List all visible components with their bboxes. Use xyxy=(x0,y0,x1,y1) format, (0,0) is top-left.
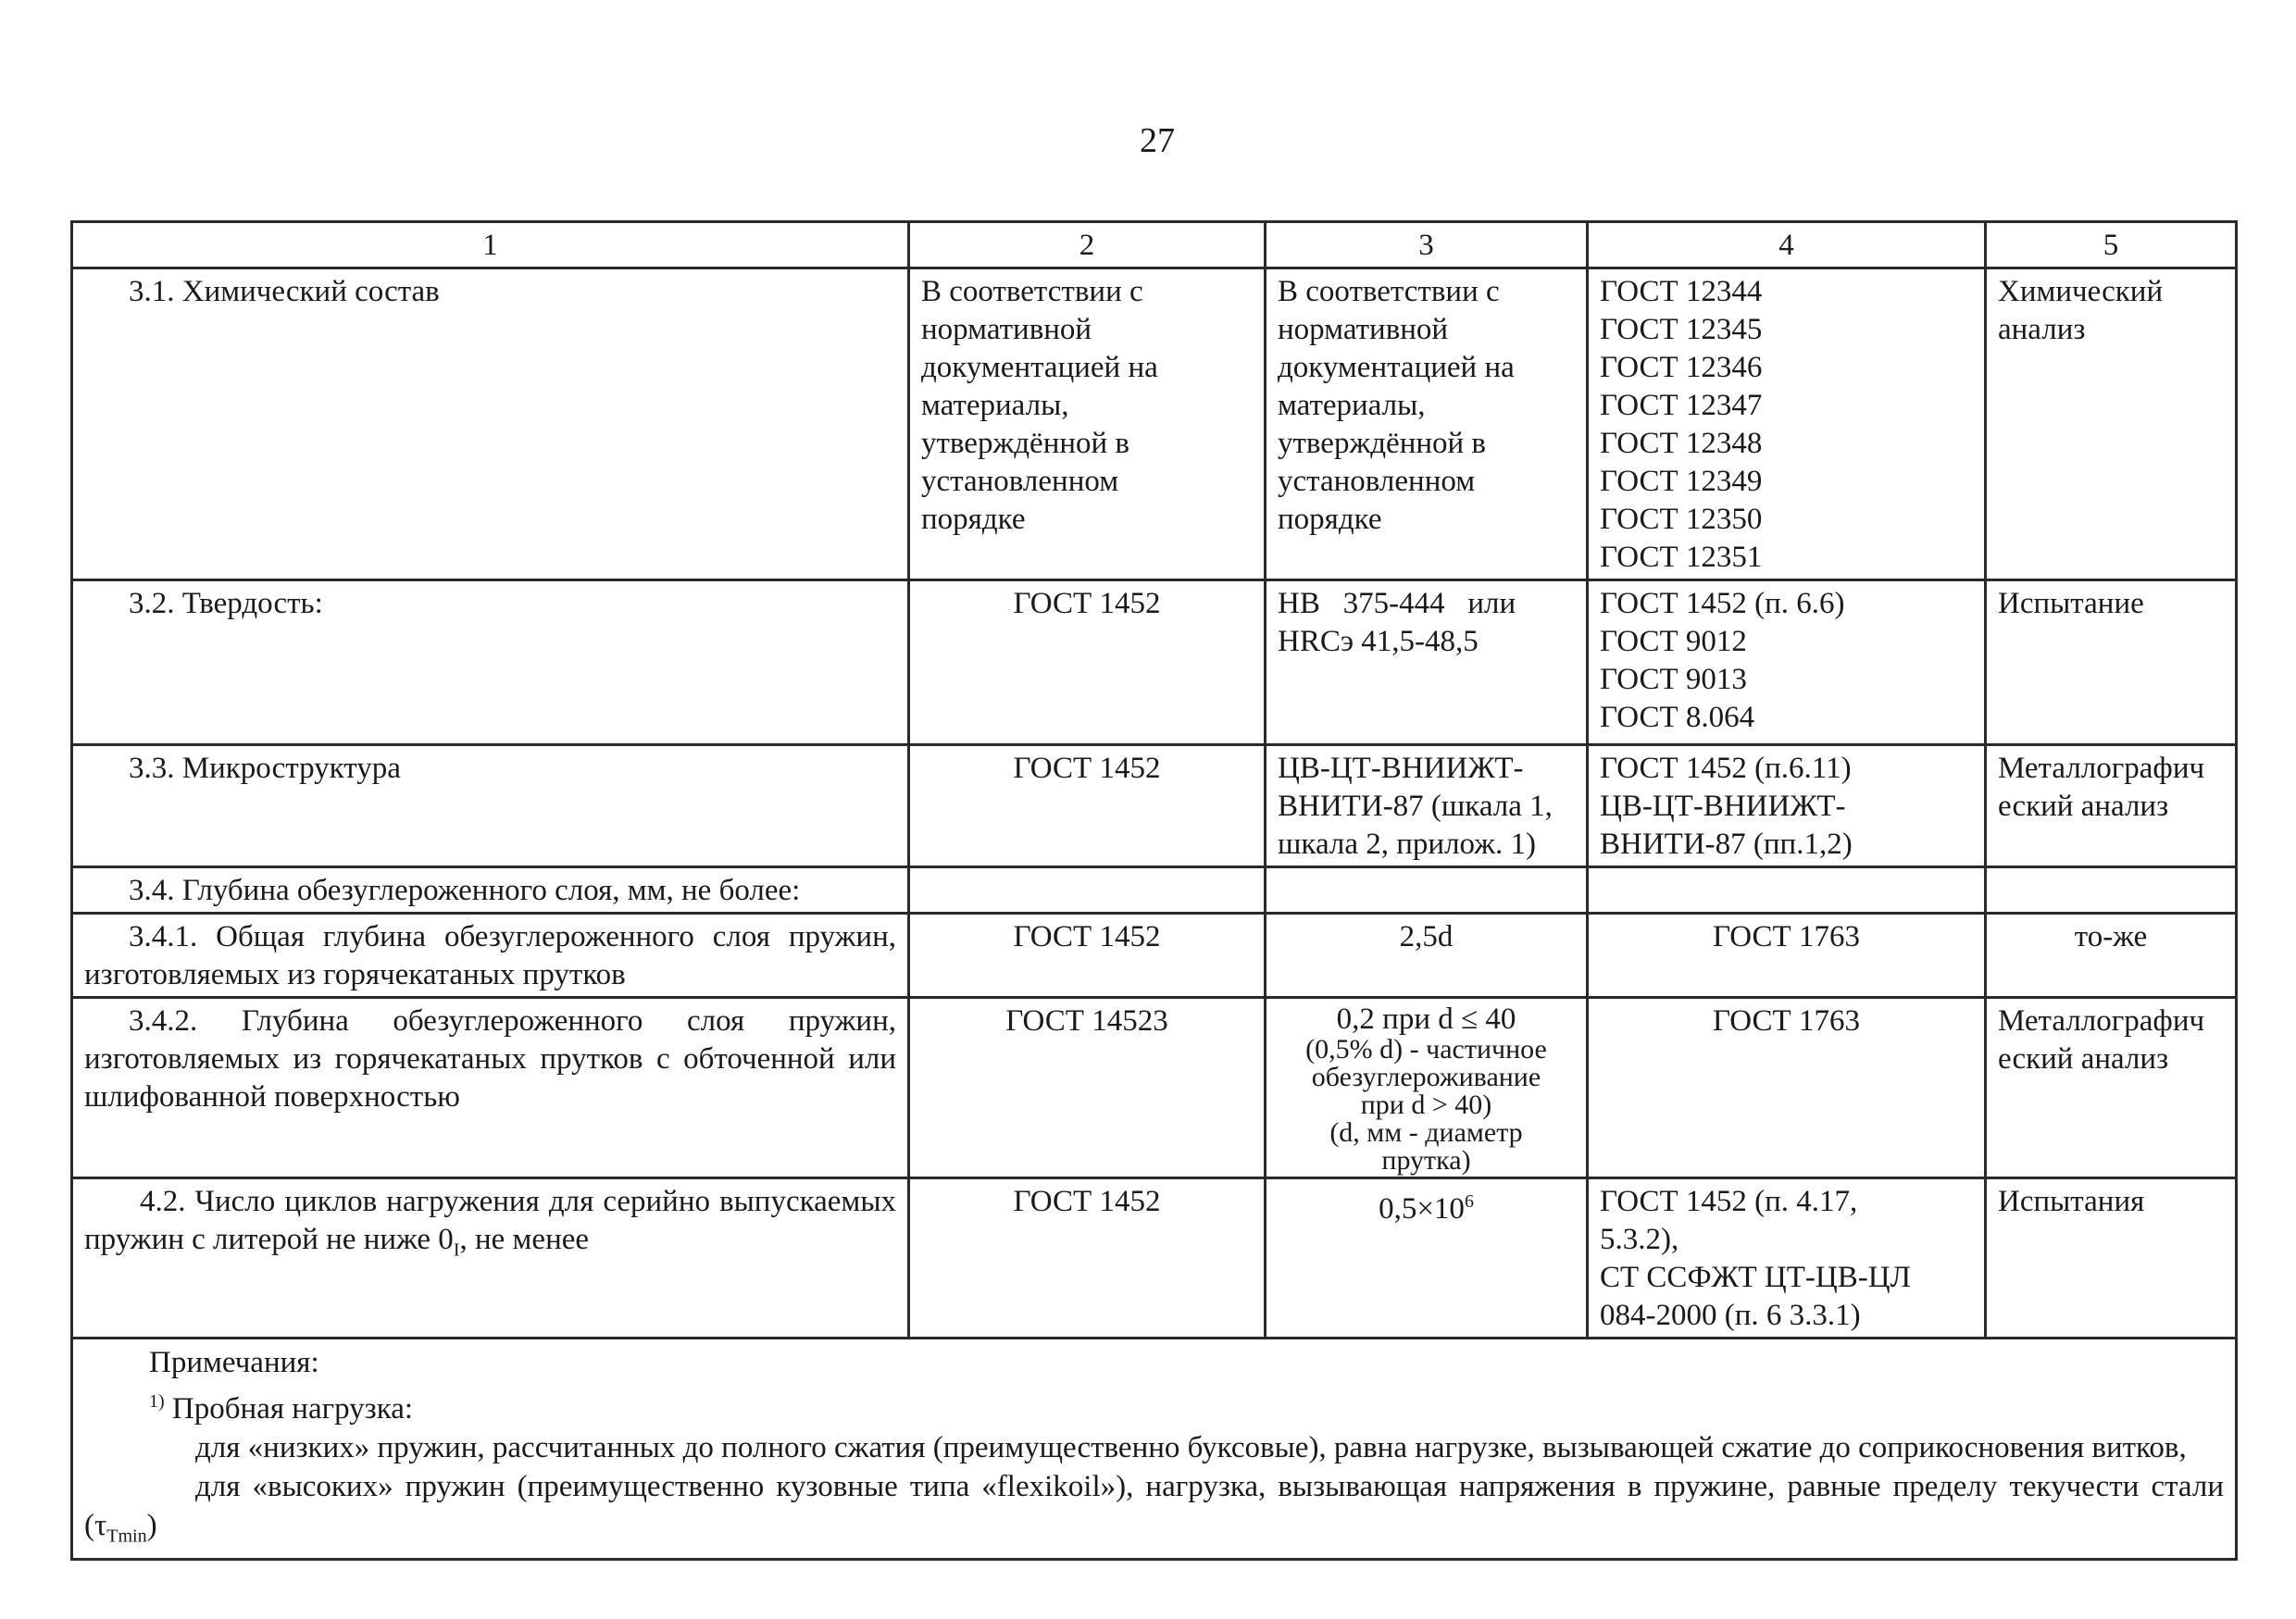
page-number: 27 xyxy=(1140,121,1175,160)
row-3-2-name: 3.2. Твердость: xyxy=(72,580,909,745)
row-3-4-empty xyxy=(909,867,1266,914)
notes-row xyxy=(72,1339,2237,1560)
row-4-2-name-sub: I xyxy=(453,1239,460,1261)
text-line: Металлографич xyxy=(1998,1004,2205,1038)
notes-para2-main: для «высоких» пружин (преимущественно кузовные типа «flexikoil»), нагрузка, вызывающая напряжения в пружине, равные пределу текучести стали (τ xyxy=(84,1470,2224,1542)
text-line: ГОСТ 1452 (п. 4.17, xyxy=(1600,1185,1858,1218)
text-line: ГОСТ 12346 xyxy=(1600,351,1763,384)
row-3-2-norm: ГОСТ 1452 xyxy=(909,580,1266,745)
text-line: ГОСТ 12345 xyxy=(1600,313,1763,346)
text-line: материалы, xyxy=(921,389,1069,422)
table-header-row xyxy=(72,222,2237,268)
row-3-4-1-control: то-же xyxy=(1986,914,2237,998)
table-row xyxy=(72,268,2237,580)
text-line: НВ 375-444 или xyxy=(1278,587,1516,620)
row-3-4-1-norm: ГОСТ 1452 xyxy=(909,914,1266,998)
row-3-4-1-method-doc: ГОСТ 1763 xyxy=(1588,914,1986,998)
table-row xyxy=(72,867,2237,914)
text-line: ГОСТ 12349 xyxy=(1600,465,1763,498)
text-line: порядке xyxy=(921,503,1026,536)
text-line: обезуглероживание xyxy=(1311,1062,1541,1092)
row-4-2-name xyxy=(72,1178,909,1339)
row-3-4-empty xyxy=(1986,867,2237,914)
header-col-4: 4 xyxy=(1588,222,1986,268)
row-3-1-method-doc xyxy=(1588,268,1986,580)
row-3-4-1-value: 2,5d xyxy=(1266,914,1588,998)
header-col-1: 1 xyxy=(72,222,909,268)
row-4-2-value xyxy=(1266,1178,1588,1339)
text-line: ВНИТИ-87 (шкала 1, xyxy=(1278,790,1553,823)
row-3-2-value xyxy=(1266,580,1588,745)
row-3-4-2-name: 3.4.2. Глубина обезуглероженного слоя пружин, изготовляемых из горячекатаных прутков с обточенной или шлифованной поверхностью xyxy=(72,998,909,1178)
text-line: В соответствии с xyxy=(921,275,1143,308)
text-line: ГОСТ 12350 xyxy=(1600,503,1763,536)
row-3-1-name: 3.1. Химический состав xyxy=(72,268,909,580)
footnote-title: Пробная нагрузка: xyxy=(171,1392,414,1426)
table-row xyxy=(72,914,2237,998)
text-line: порядке xyxy=(1278,503,1382,536)
notes-para2-tail: ) xyxy=(146,1509,157,1542)
row-3-2-control: Испытание xyxy=(1986,580,2237,745)
text-line: документацией на xyxy=(1278,351,1515,384)
text-line: ГОСТ 12347 xyxy=(1600,389,1763,422)
text-line: HRCэ 41,5-48,5 xyxy=(1278,625,1479,658)
text-line: установленном xyxy=(1278,465,1476,498)
row-3-3-name: 3.3. Микроструктура xyxy=(72,745,909,867)
row-4-2-norm: ГОСТ 1452 xyxy=(909,1178,1266,1339)
row-4-2-method-doc xyxy=(1588,1178,1986,1339)
text-line: 084-2000 (п. 6 3.3.1) xyxy=(1600,1299,1861,1332)
text-line: еский анализ xyxy=(1998,790,2169,823)
text-line: ВНИТИ-87 (пп.1,2) xyxy=(1600,828,1853,861)
row-3-4-2-norm: ГОСТ 14523 xyxy=(909,998,1266,1178)
text-line: утверждённой в xyxy=(921,427,1130,460)
row-3-4-empty xyxy=(1266,867,1588,914)
text-line: ГОСТ 12344 xyxy=(1600,275,1763,308)
notes-paragraph-high-springs xyxy=(84,1467,2224,1556)
text-line: ЦВ-ЦТ-ВНИИЖТ- xyxy=(1600,790,1846,823)
row-3-1-control xyxy=(1986,268,2237,580)
text-line: 5.3.2), xyxy=(1600,1223,1679,1256)
row-3-4-2-value xyxy=(1266,998,1588,1178)
row-4-2-name-tail: , не менее xyxy=(459,1223,590,1256)
row-3-4-1-name: 3.4.1. Общая глубина обезуглероженного слоя пружин, изготовляемых из горячекатаных прутков xyxy=(72,914,909,998)
row-3-1-norm xyxy=(909,268,1266,580)
row-3-2-method-doc xyxy=(1588,580,1986,745)
row-3-3-norm: ГОСТ 1452 xyxy=(909,745,1266,867)
text-line: Металлографич xyxy=(1998,752,2205,785)
text-line: В соответствии с xyxy=(1278,275,1500,308)
row-3-4-2-control xyxy=(1986,998,2237,1178)
text-line: утверждённой в xyxy=(1278,427,1487,460)
text-line: ГОСТ 8.064 xyxy=(1600,701,1755,734)
text-line: ГОСТ 12351 xyxy=(1600,541,1763,574)
row-3-3-value xyxy=(1266,745,1588,867)
header-col-5: 5 xyxy=(1986,222,2237,268)
text-line: нормативной xyxy=(921,313,1092,346)
table-row xyxy=(72,1178,2237,1339)
row-3-4-name: 3.4. Глубина обезуглероженного слоя, мм, не более: xyxy=(72,867,909,914)
text-line: 0,2 при d ≤ 40 xyxy=(1336,1003,1516,1036)
row-3-3-method-doc xyxy=(1588,745,1986,867)
notes-cell xyxy=(72,1339,2237,1560)
text-line: ГОСТ 9013 xyxy=(1600,663,1747,696)
text-line: СТ ССФЖТ ЦТ-ЦВ-ЦЛ xyxy=(1600,1261,1911,1294)
footnote-heading xyxy=(84,1382,2224,1428)
row-4-2-value-exp: 6 xyxy=(1464,1191,1474,1212)
text-line: ГОСТ 9012 xyxy=(1600,625,1747,658)
notes-paragraph-low-springs: для «низких» пружин, рассчитанных до полного сжатия (преимущественно буксовые), равна нагрузке, вызывающей сжатие до соприкосновения витков, xyxy=(195,1431,2187,1464)
text-line: шкала 2, прилож. 1) xyxy=(1278,828,1537,861)
row-3-1-value xyxy=(1266,268,1588,580)
table-row xyxy=(72,580,2237,745)
table-row xyxy=(72,998,2237,1178)
text-line: ГОСТ 1452 (п.6.11) xyxy=(1600,752,1852,785)
text-line: еский анализ xyxy=(1998,1042,2169,1076)
row-4-2-control: Испытания xyxy=(1986,1178,2237,1339)
text-line: ЦВ-ЦТ-ВНИИЖТ- xyxy=(1278,752,1524,785)
text-line: (0,5% d) - частичное xyxy=(1305,1034,1547,1065)
row-3-4-2-method-doc: ГОСТ 1763 xyxy=(1588,998,1986,1178)
specification-table xyxy=(70,220,2238,1561)
notes-title: Примечания: xyxy=(149,1346,319,1379)
notes-para2-sub: Tmin xyxy=(106,1526,147,1547)
text-line: прутка) xyxy=(1381,1145,1471,1176)
header-col-2: 2 xyxy=(909,222,1266,268)
text-line: анализ xyxy=(1998,313,2086,346)
text-line: нормативной xyxy=(1278,313,1449,346)
text-line: Химический xyxy=(1998,275,2164,308)
text-line: (d, мм - диаметр xyxy=(1329,1117,1523,1148)
text-line: ГОСТ 1452 (п. 6.6) xyxy=(1600,587,1845,620)
table-row xyxy=(72,745,2237,867)
row-4-2-value-base: 0,5×10 xyxy=(1379,1192,1465,1226)
header-col-3: 3 xyxy=(1266,222,1588,268)
row-3-3-control xyxy=(1986,745,2237,867)
text-line: документацией на xyxy=(921,351,1158,384)
row-4-2-name-main: 4.2. Число циклов нагружения для серийно выпускаемых пружин с литерой не ниже 0 xyxy=(84,1185,896,1256)
row-3-4-empty xyxy=(1588,867,1986,914)
text-line: установленном xyxy=(921,465,1119,498)
text-line: материалы, xyxy=(1278,389,1426,422)
text-line: ГОСТ 12348 xyxy=(1600,427,1763,460)
text-line: при d > 40) xyxy=(1360,1090,1492,1120)
footnote-mark: 1) xyxy=(149,1391,165,1412)
